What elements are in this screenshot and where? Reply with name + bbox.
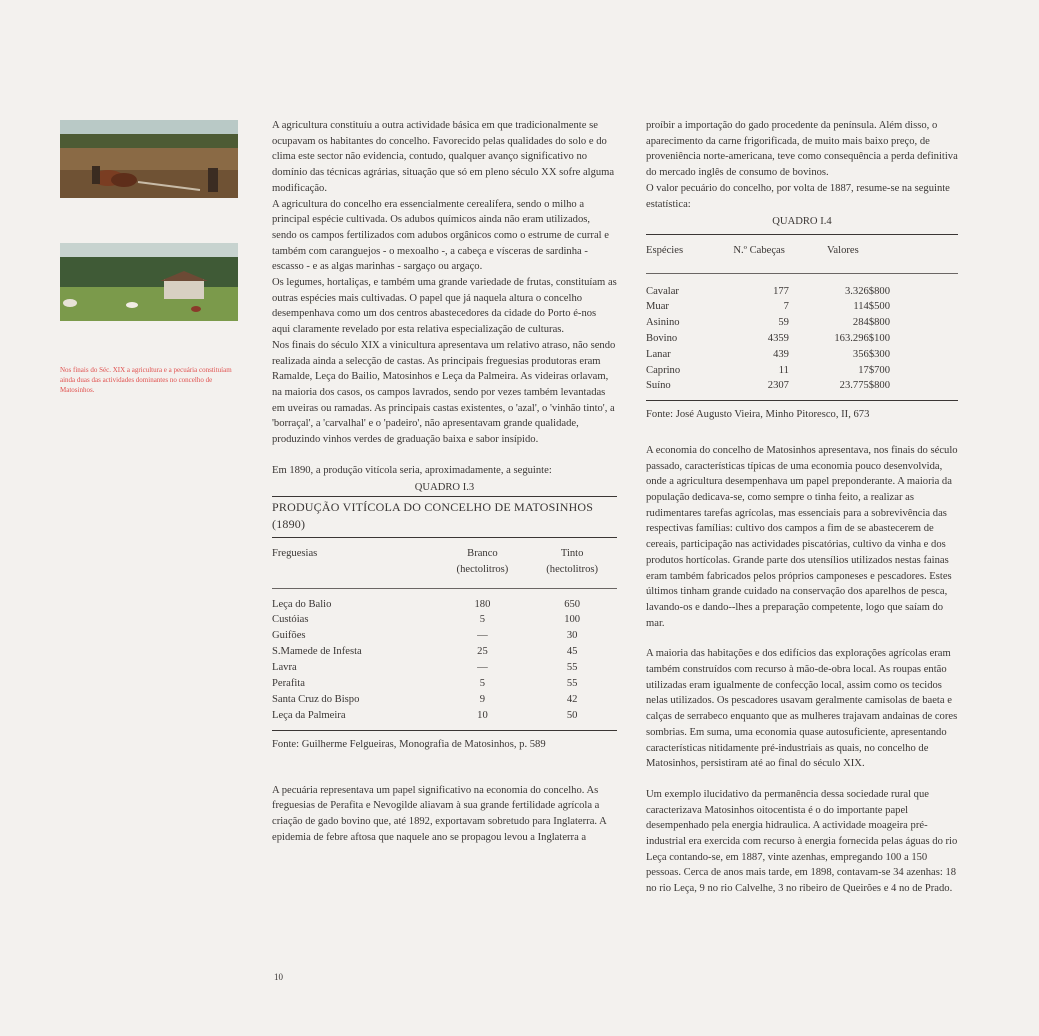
wine-production-table <box>272 538 617 730</box>
table-row: Cavalar 177 3.326$800 <box>646 285 890 297</box>
farmhouse-pasture-photo <box>60 243 238 321</box>
paragraph-wine-production: Em 1890, a produção vitícola seria, aproximadamente, a seguinte: <box>272 464 552 476</box>
table-row: Guifões — 30 <box>272 630 578 642</box>
paragraph-viniculture: Nos finais do século XIX a vinicultura apresentava um relativo atraso, não sendo realizada ainda a selecção de castas. As principais freguesias produtoras eram Ramalde, Leça do Bailio, Matosinhos e Leça da Palmeira. As videiras orlavam, na maioria dos casos, os campos lavrados, sendo por vezes também levantadas em uveiras ou ramadas. As principais castas existentes, o 'azal', o 'vinhão tinto', a 'borraçal', a 'carvalhal' e o 'padeiro', não apresentavam grande qualidade, produzindo vinhos verdes de graduação baixa e sabor insípido. <box>272 339 616 446</box>
table-row: Perafita 5 55 <box>272 678 578 690</box>
quadro-4-source: Fonte: José Augusto Vieira, Minho Pitoresco, II, 673 <box>646 409 870 421</box>
paragraph-housing: A maioria das habitações e dos edifícios das explorações agrícolas eram também construídos com recurso à mão-de-obra local. As roupas então utilizadas eram igualmente de confecção local, assim como os tecidos nelas utilizados. Os pescadores usavam geralmente camisolas de baeta e calças de serrabeco enquanto que as mulheres trajavam andainas de cores sombrias. Em suma, uma economia quase autosuficiente, apresentando características nitidamente pré-industriais as quais, no concelho de Matosinhos, persistiram até ao final do século XIX. <box>646 648 958 770</box>
paragraph-vegetables: Os legumes, hortaliças, e também uma grande variedade de frutas, constituíam as outras espécies mais cultivadas. O papel que já naquela altura o concelho desempenhava como um dos centros abastecedores da cidade do Porto é-nos aqui claramente revelado por esta relativa especialização de culturas. <box>272 277 617 336</box>
paragraph-livestock-value: O valor pecuário do concelho, por volta de 1887, resume-se na seguinte estatística: <box>646 182 950 210</box>
page-number: 10 <box>274 972 283 982</box>
table-row: Leça do Balio 180 650 <box>272 598 581 610</box>
table-row: Leça da Palmeira 10 50 <box>272 709 578 721</box>
quadro-3-title: PRODUÇÃO VITÍCOLA DO CONCELHO DE MATOSINHOS (1890) <box>272 500 594 532</box>
header-tinto: Tinto (hectolitros) <box>546 548 599 575</box>
table-row: Muar 7 114$500 <box>646 301 890 313</box>
table-row: Bovino 4359 163.296$100 <box>646 333 890 345</box>
ox-plowing-photo <box>60 120 238 198</box>
paragraph-livestock: A pecuária representava um papel significativo na economia do concelho. As freguesias de Perafita e Nevogilde aliavam à sua grande fertilidade agrícola a criação de gado bovino que, até 1892, exportavam sobretudo para Inglaterra. A epidemia de febre aftosa que naquele ano se propagou levou a Inglaterra a <box>272 784 607 843</box>
quadro-4-table-block <box>646 234 958 423</box>
livestock-table <box>646 235 958 400</box>
quadro-3-source: Fonte: Guilherme Felgueiras, Monografia de Matosinhos, p. 589 <box>272 738 546 750</box>
table-row: Asinino 59 284$800 <box>646 317 890 329</box>
header-branco: Branco (hectolitros) <box>456 548 509 575</box>
quadro-3-table-block <box>272 496 617 752</box>
header-freguesias: Freguesias <box>272 548 318 560</box>
table-row: Suíno 2307 23.775$800 <box>646 380 890 392</box>
table-row: Santa Cruz do Bispo 9 42 <box>272 694 578 706</box>
table-row: Lanar 439 356$300 <box>646 348 890 360</box>
paragraph-cereals: A agricultura do concelho era essencialmente cerealífera, sendo o milho a principal espécie cultivada. Os adubos químicos ainda não eram utilizados, sendo os campos fertilizados com adubos orgânicos como o estrume de curral e também com caranguejos - o mexoalho -, a cabeça e vísceras de sardinha - escasso - e as algas marinhas - sargaço ou argaço. <box>272 198 609 273</box>
table-row: S.Mamede de Infesta 25 45 <box>272 646 578 658</box>
table-row: Caprino 11 17$700 <box>646 364 890 376</box>
table-row: Custóias 5 100 <box>272 614 581 626</box>
quadro-4-label: QUADRO I.4 <box>772 216 832 228</box>
paragraph-hydraulic-energy: Um exemplo ilucidativo da permanência dessa sociedade rural que caracterizava Matosinhos oitocentista é o do importante papel desempenhado pela energia hidraulica. A actividade moageira pré-industrial era exercida com recurso à energia fornecida pelas águas do rio Leça contando-se, em 1887, vinte azenhas, empregando 100 a 150 pessoas. Cerca de anos mais tarde, em 1898, contavam-se 34 azenhas: 18 no rio Leça, 9 no rio Calvelhe, 3 no ribeiro de Queirões e 4 no de Prado. <box>646 788 958 895</box>
paragraph-economy: A economia do concelho de Matosinhos apresentava, nos finais do século passado, características típicas de uma economia pouco desenvolvida, onde a agricultura desempenhava um papel preponderante. A maioria da população dedicava-se, como sempre o tinha feito, a realizar as rudimentares tarefas agrícolas, mas essenciais para a sobrevivência das respectivas famílias: cultivo dos campos a fim de se abastecerem de cereais, participação nas actividades piscatórias, cultivo da vinha e dos produtos hortícolas. Grande parte dos utensílios utilizados nestas fainas eram também fabricados pelos próprios camponeses e pescadores. Estes últimos tinham grande cuidado na conservação dos aparelhos de pesca, lavando-os e dando--lhes a preparação competente, logo que saíam do mar. <box>646 444 958 629</box>
quadro-3-label: QUADRO I.3 <box>414 482 475 494</box>
header-valores: Valores <box>826 244 859 256</box>
photo-caption: Nos finais do Séc. XIX a agricultura e a pecuária constituíam ainda duas das actividades dominantes no concelho de Matosinhos. <box>60 366 232 394</box>
paragraph-import-ban: proíbir a importação do gado procedente da península. Além disso, o aparecimento da carne frigorificada, de muito mais baixo preço, de proveniência norte-americana, teve como consequência a perda definitiva do mercado inglês de consumo de bovinos. <box>646 120 958 179</box>
header-especies: Espécies <box>646 244 684 256</box>
table-row: Lavra — 55 <box>272 662 578 674</box>
left-column <box>272 118 617 845</box>
right-column <box>646 118 958 897</box>
paragraph-agriculture: A agricultura constituíu a outra actividade básica em que tradicionalmente se ocupavam os habitantes do concelho. Favorecido pelas qualidades do solo e do clima este sector não evidencia, contudo, qualquer avanço significativo no domínio das técnicas agrárias, situação que só em pleno século XX sofre alguma modificação. <box>272 120 615 194</box>
header-cabecas: N.º Cabeças <box>733 244 785 256</box>
